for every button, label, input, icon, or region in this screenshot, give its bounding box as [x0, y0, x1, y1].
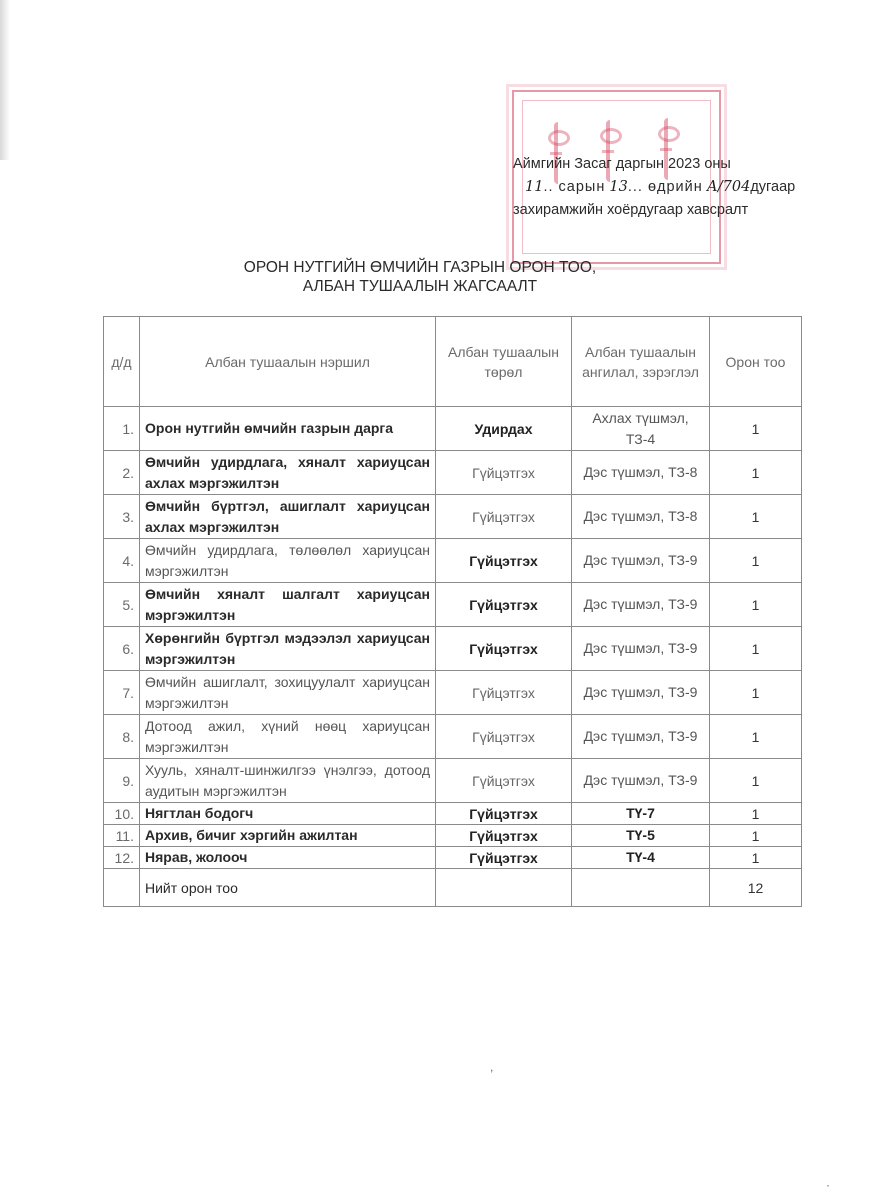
position-type: Гүйцэтгэх	[436, 451, 572, 495]
table-header-row	[104, 317, 802, 407]
table-row	[104, 825, 802, 847]
position-type: Гүйцэтгэх	[436, 627, 572, 671]
position-type: Удирдах	[436, 407, 572, 451]
day-suffix: ... өдрийн	[627, 179, 703, 195]
position-class: ТҮ-5	[572, 825, 710, 847]
position-class: Дэс түшмэл, ТЗ-9	[572, 715, 710, 759]
table-row	[104, 583, 802, 627]
position-type: Гүйцэтгэх	[436, 825, 572, 847]
staff-count: 1	[710, 715, 802, 759]
position-class: ТҮ-4	[572, 847, 710, 869]
position-type: Гүйцэтгэх	[436, 803, 572, 825]
positions-table	[103, 316, 802, 907]
position-class: Дэс түшмэл, ТЗ-9	[572, 583, 710, 627]
row-number: 2.	[104, 451, 140, 495]
handwritten-order-number: А/704	[706, 179, 751, 195]
row-number: 7.	[104, 671, 140, 715]
position-name: Дотоод ажил, хүний нөөц хариуцсан мэргэжилтэн	[140, 715, 436, 759]
position-type: Гүйцэтгэх	[436, 847, 572, 869]
staff-count: 1	[710, 825, 802, 847]
attachment-note	[513, 153, 813, 222]
attachment-line-1: Аймгийн Засаг даргын 2023 оны	[513, 156, 731, 172]
position-name: Өмчийн бүртгэл, ашиглалт хариуцсан ахлах мэргэжилтэн	[140, 495, 436, 539]
position-class: ТҮ-7	[572, 803, 710, 825]
position-type: Гүйцэтгэх	[436, 495, 572, 539]
position-name: Архив, бичиг хэргийн ажилтан	[140, 825, 436, 847]
row-number: 9.	[104, 759, 140, 803]
row-number: 11.	[104, 825, 140, 847]
title-line-1: ОРОН НУТГИЙН ӨМЧИЙН ГАЗРЫН ОРОН ТОО,	[243, 259, 597, 276]
row-number: 1.	[104, 407, 140, 451]
position-name: Өмчийн удирдлага, хяналт хариуцсан ахлах мэргэжилтэн	[140, 451, 436, 495]
position-type: Гүйцэтгэх	[436, 583, 572, 627]
table-row	[104, 495, 802, 539]
total-empty-cell	[104, 869, 140, 907]
position-name: Нягтлан бодогч	[140, 803, 436, 825]
header-position-type: Албан тушаалын төрөл	[436, 317, 572, 407]
position-class: Дэс түшмэл, ТЗ-8	[572, 451, 710, 495]
table-row	[104, 803, 802, 825]
staff-count: 1	[710, 495, 802, 539]
row-number: 4.	[104, 539, 140, 583]
table-row	[104, 715, 802, 759]
position-type: Гүйцэтгэх	[436, 671, 572, 715]
header-position-class: Албан тушаалын ангилал, зэрэглэл	[572, 317, 710, 407]
total-empty-cell	[436, 869, 572, 907]
staff-count: 1	[710, 803, 802, 825]
attachment-line-3: захирамжийн хоёрдугаар хавсралт	[513, 202, 749, 218]
row-number: 10.	[104, 803, 140, 825]
table-total-row	[104, 869, 802, 907]
number-suffix: дугаар	[750, 179, 796, 195]
row-number: 5.	[104, 583, 140, 627]
month-suffix: .. сарын	[543, 179, 606, 195]
handwritten-day: 13	[609, 179, 628, 195]
position-name: Орон нутгийн өмчийн газрын дарга	[140, 407, 436, 451]
position-type: Гүйцэтгэх	[436, 759, 572, 803]
position-type: Гүйцэтгэх	[436, 539, 572, 583]
row-number: 3.	[104, 495, 140, 539]
table-row	[104, 627, 802, 671]
table-row	[104, 671, 802, 715]
table-row	[104, 539, 802, 583]
title-line-2: АЛБАН ТУШААЛЫН ЖАГСААЛТ	[302, 278, 538, 295]
header-no: д/д	[104, 317, 140, 407]
position-class: Ахлах түшмэл, ТЗ-4	[572, 407, 710, 451]
total-label: Нийт орон тоо	[140, 869, 436, 907]
position-class: Дэс түшмэл, ТЗ-9	[572, 627, 710, 671]
position-name: Өмчийн хяналт шалгалт хариуцсан мэргэжилтэн	[140, 583, 436, 627]
row-number: 6.	[104, 627, 140, 671]
position-class: Дэс түшмэл, ТЗ-9	[572, 671, 710, 715]
total-empty-cell	[572, 869, 710, 907]
staff-count: 1	[710, 407, 802, 451]
position-name: Өмчийн удирдлага, төлөөлөл хариуцсан мэргэжилтэн	[140, 539, 436, 583]
scan-speck: ,	[490, 1060, 494, 1074]
handwritten-month: 11	[525, 179, 544, 195]
table-row	[104, 847, 802, 869]
staff-count: 1	[710, 627, 802, 671]
header-position-name: Албан тушаалын нэршил	[140, 317, 436, 407]
header-staff-count: Орон тоо	[710, 317, 802, 407]
staff-count: 1	[710, 451, 802, 495]
staff-count: 1	[710, 583, 802, 627]
document-title	[160, 258, 680, 296]
attachment-line-2	[513, 176, 813, 199]
staff-count: 1	[710, 671, 802, 715]
row-number: 12.	[104, 847, 140, 869]
position-class: Дэс түшмэл, ТЗ-9	[572, 539, 710, 583]
table-row	[104, 451, 802, 495]
staff-count: 1	[710, 847, 802, 869]
position-name: Хууль, хяналт-шинжилгээ үнэлгээ, дотоод аудитын мэргэжилтэн	[140, 759, 436, 803]
position-name: Өмчийн ашиглалт, зохицуулалт хариуцсан мэргэжилтэн	[140, 671, 436, 715]
table-row	[104, 407, 802, 451]
position-name: Хөрөнгийн бүртгэл мэдээлэл хариуцсан мэргэжилтэн	[140, 627, 436, 671]
scan-speck: ·	[826, 1178, 830, 1192]
row-number: 8.	[104, 715, 140, 759]
position-name: Нярав, жолооч	[140, 847, 436, 869]
total-value: 12	[710, 869, 802, 907]
table-row	[104, 759, 802, 803]
scan-edge-shadow	[0, 0, 10, 160]
staff-count: 1	[710, 759, 802, 803]
position-class: Дэс түшмэл, ТЗ-8	[572, 495, 710, 539]
position-class: Дэс түшмэл, ТЗ-9	[572, 759, 710, 803]
position-type: Гүйцэтгэх	[436, 715, 572, 759]
staff-count: 1	[710, 539, 802, 583]
